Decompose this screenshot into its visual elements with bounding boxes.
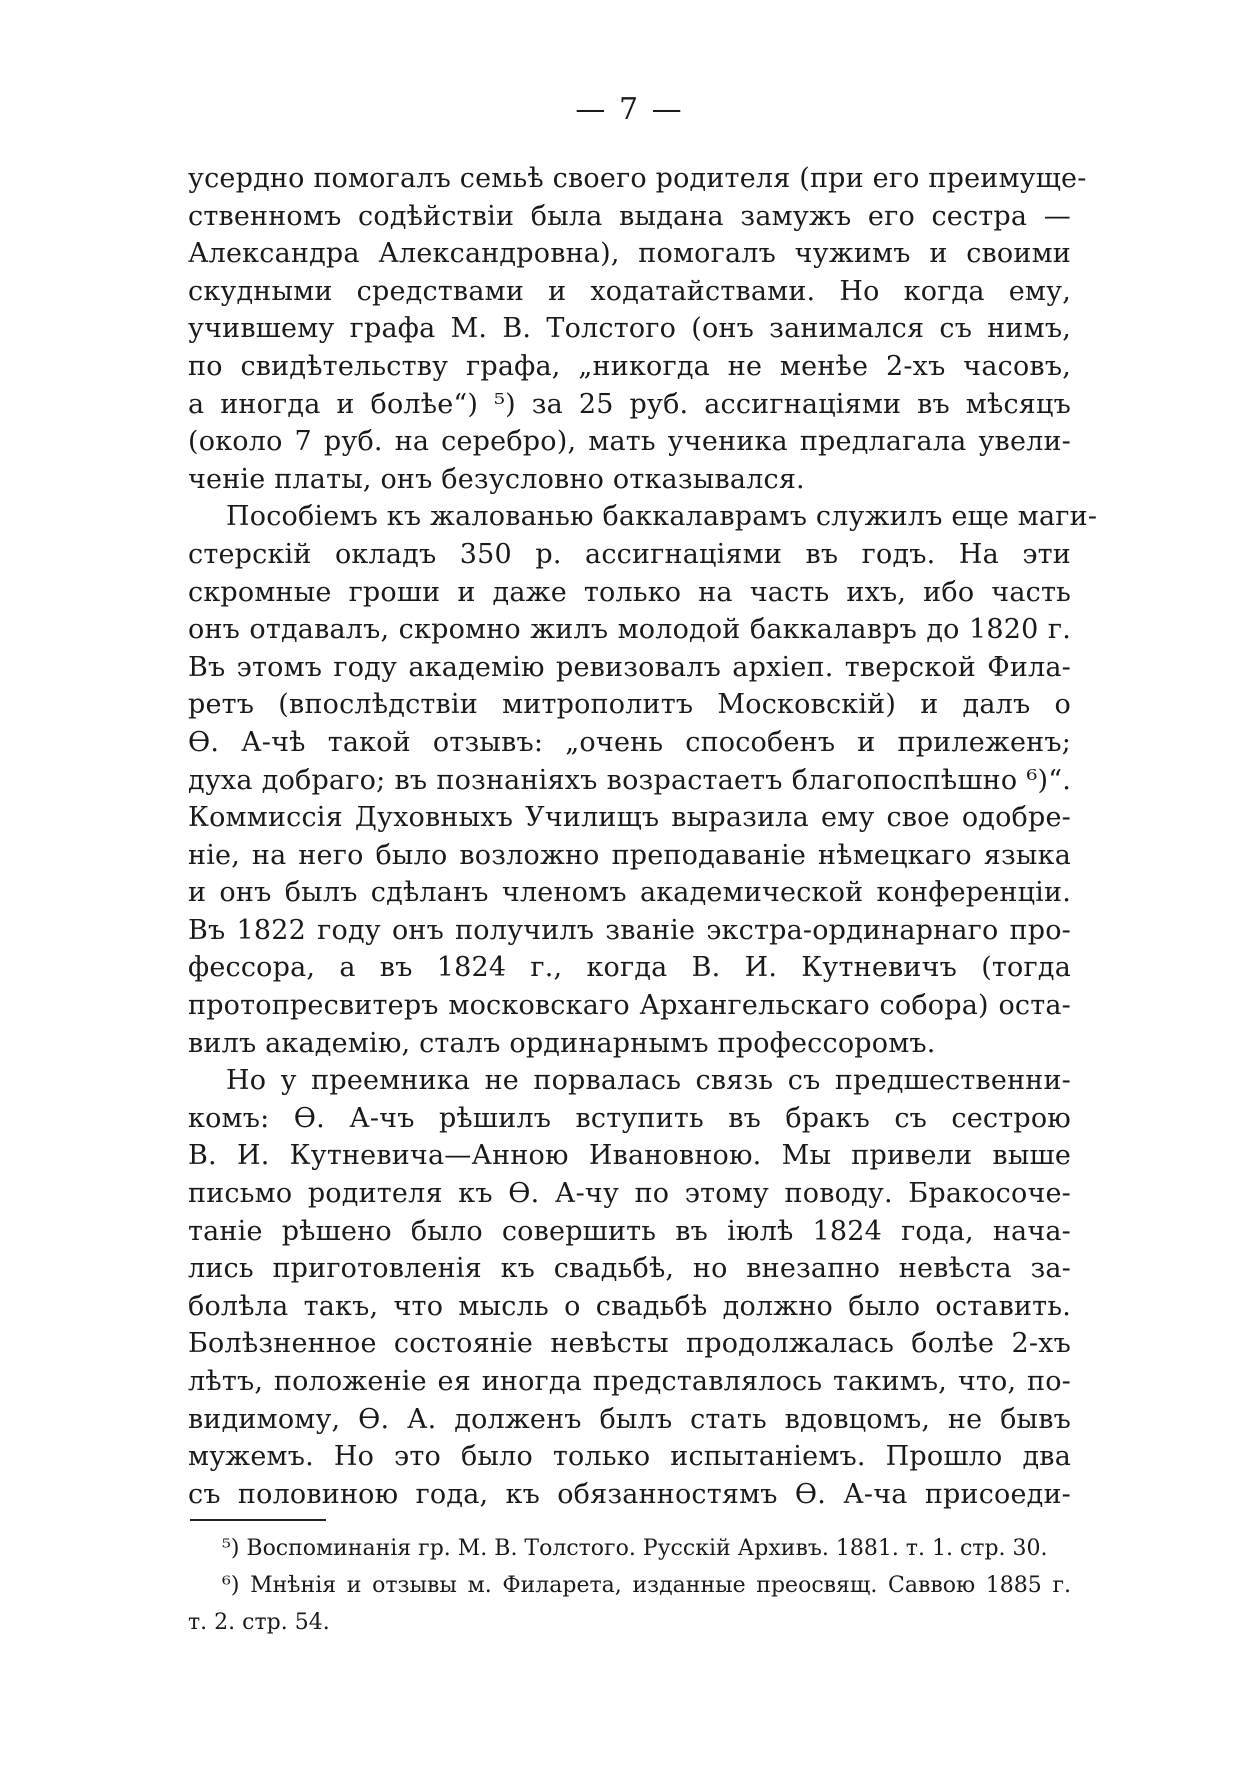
text-line: а иногда и болѣе“) ⁵) за 25 руб. ассигнаціями въ мѣсяцъ [188,388,1071,420]
text-line: Въ 1822 году онъ получилъ званіе экстра-ординарнаго про- [188,914,1071,946]
text-line: духа добраго; въ познаніяхъ возрастаетъ благопоспѣшно ⁶)“. [188,764,1071,796]
text-line: по свидѣтельству графа, „никогда не менѣе 2-хъ часовъ, [188,350,1071,382]
text-line: Ѳ. А-чѣ такой отзывъ: „очень способенъ и прилеженъ; [188,726,1071,758]
text-line: Болѣзненное состояніе невѣсты продолжалась болѣе 2-хъ [188,1328,1071,1360]
text-line: таніе рѣшено было совершить въ іюлѣ 1824 года, нача- [188,1215,1071,1247]
text-line: учившему графа М. В. Толстого (онъ занимался съ нимъ, [188,313,1071,345]
text-line: (около 7 руб. на серебро), мать ученика предлагала увели- [188,426,1071,458]
text-line: ніе, на него было возложно преподаваніе нѣмецкаго языка [188,839,1071,871]
text-line: ченіе платы, онъ безусловно отказывался. [188,463,805,495]
main-text [188,160,1098,1513]
text-line: Александра Александровна), помогалъ чужимъ и своими [188,238,1071,270]
footnote [188,1567,1071,1641]
text-line: скудными средствами и ходатайствами. Но когда ему, [188,275,1071,307]
footnote-line: т. 2. стр. 54. [188,1610,330,1635]
text-line: мужемъ. Но это было только испытаніемъ. Прошло два [188,1441,1071,1473]
text-line: онъ отдавалъ, скромно жилъ молодой баккалавръ до 1820 г. [188,614,1071,646]
footnote-line: ⁵) Воспоминанія гр. М. В. Толстого. Русскій Архивъ. 1881. т. 1. стр. 30. [222,1536,1048,1561]
text-line: скромные гроши и даже только на часть ихъ, ибо часть [188,576,1071,608]
paragraph [188,1062,1071,1513]
text-line: Коммиссія Духовныхъ Училищъ выразила ему свое одобре- [188,802,1071,834]
text-line: письмо родителя къ Ѳ. А-чу по этому поводу. Бракосоче- [188,1178,1071,1210]
text-line: вилъ академію, сталъ ординарнымъ профессоромъ. [188,1027,936,1059]
footnote-divider [190,1519,326,1521]
text-line: лись приготовленія къ свадьбѣ, но внезапно невѣста за- [188,1253,1071,1285]
text-line: стерскій окладъ 350 р. ассигнаціями въ годъ. На эти [188,538,1071,570]
text-line: ретъ (впослѣдствіи митрополитъ Московскій) и далъ о [188,689,1071,721]
text-line: болѣла такъ, что мысль о свадьбѣ должно было оставить. [188,1290,1071,1322]
text-line: усердно помогалъ семьѣ своего родителя (при его преимуще- [188,163,1087,194]
text-line: Въ этомъ году академію ревизовалъ архіеп. тверской Фила- [188,651,1071,683]
text-line: комъ: Ѳ. А-чъ рѣшилъ вступить въ бракъ съ сестрою [188,1102,1071,1134]
page-number: — 7 — [575,92,684,127]
text-line: ственномъ содѣйствіи была выдана замужъ его сестра — [188,200,1071,232]
paragraph [188,498,1098,1062]
footnote [188,1530,1071,1567]
text-line: видимому, Ѳ. А. долженъ былъ стать вдовцомъ, не бывъ [188,1403,1071,1435]
text-line: лѣтъ, положеніе ея иногда представлялось такимъ, что, по- [188,1366,1071,1397]
text-line: Пособіемъ къ жалованью баккалаврамъ служилъ еще маги- [226,501,1098,533]
paragraph [188,160,1087,498]
text-line: и онъ былъ сдѣланъ членомъ академической конференціи. [188,877,1071,909]
text-line: съ половиною года, къ обязанностямъ Ѳ. А-ча присоеди- [188,1478,1071,1510]
text-line: Но у преемника не порвалась связь съ предшественни- [226,1065,1071,1097]
text-line: протопресвитеръ московскаго Архангельскаго собора) оста- [188,990,1071,1022]
footnotes [188,1530,1071,1641]
footnote-line: ⁶) Мнѣнія и отзывы м. Филарета, изданные преосвящ. Саввою 1885 г. [222,1573,1071,1598]
text-line: В. И. Кутневича—Анною Ивановною. Мы привели выше [188,1140,1071,1172]
text-line: фессора, а въ 1824 г., когда В. И. Кутневичъ (тогда [188,952,1071,984]
